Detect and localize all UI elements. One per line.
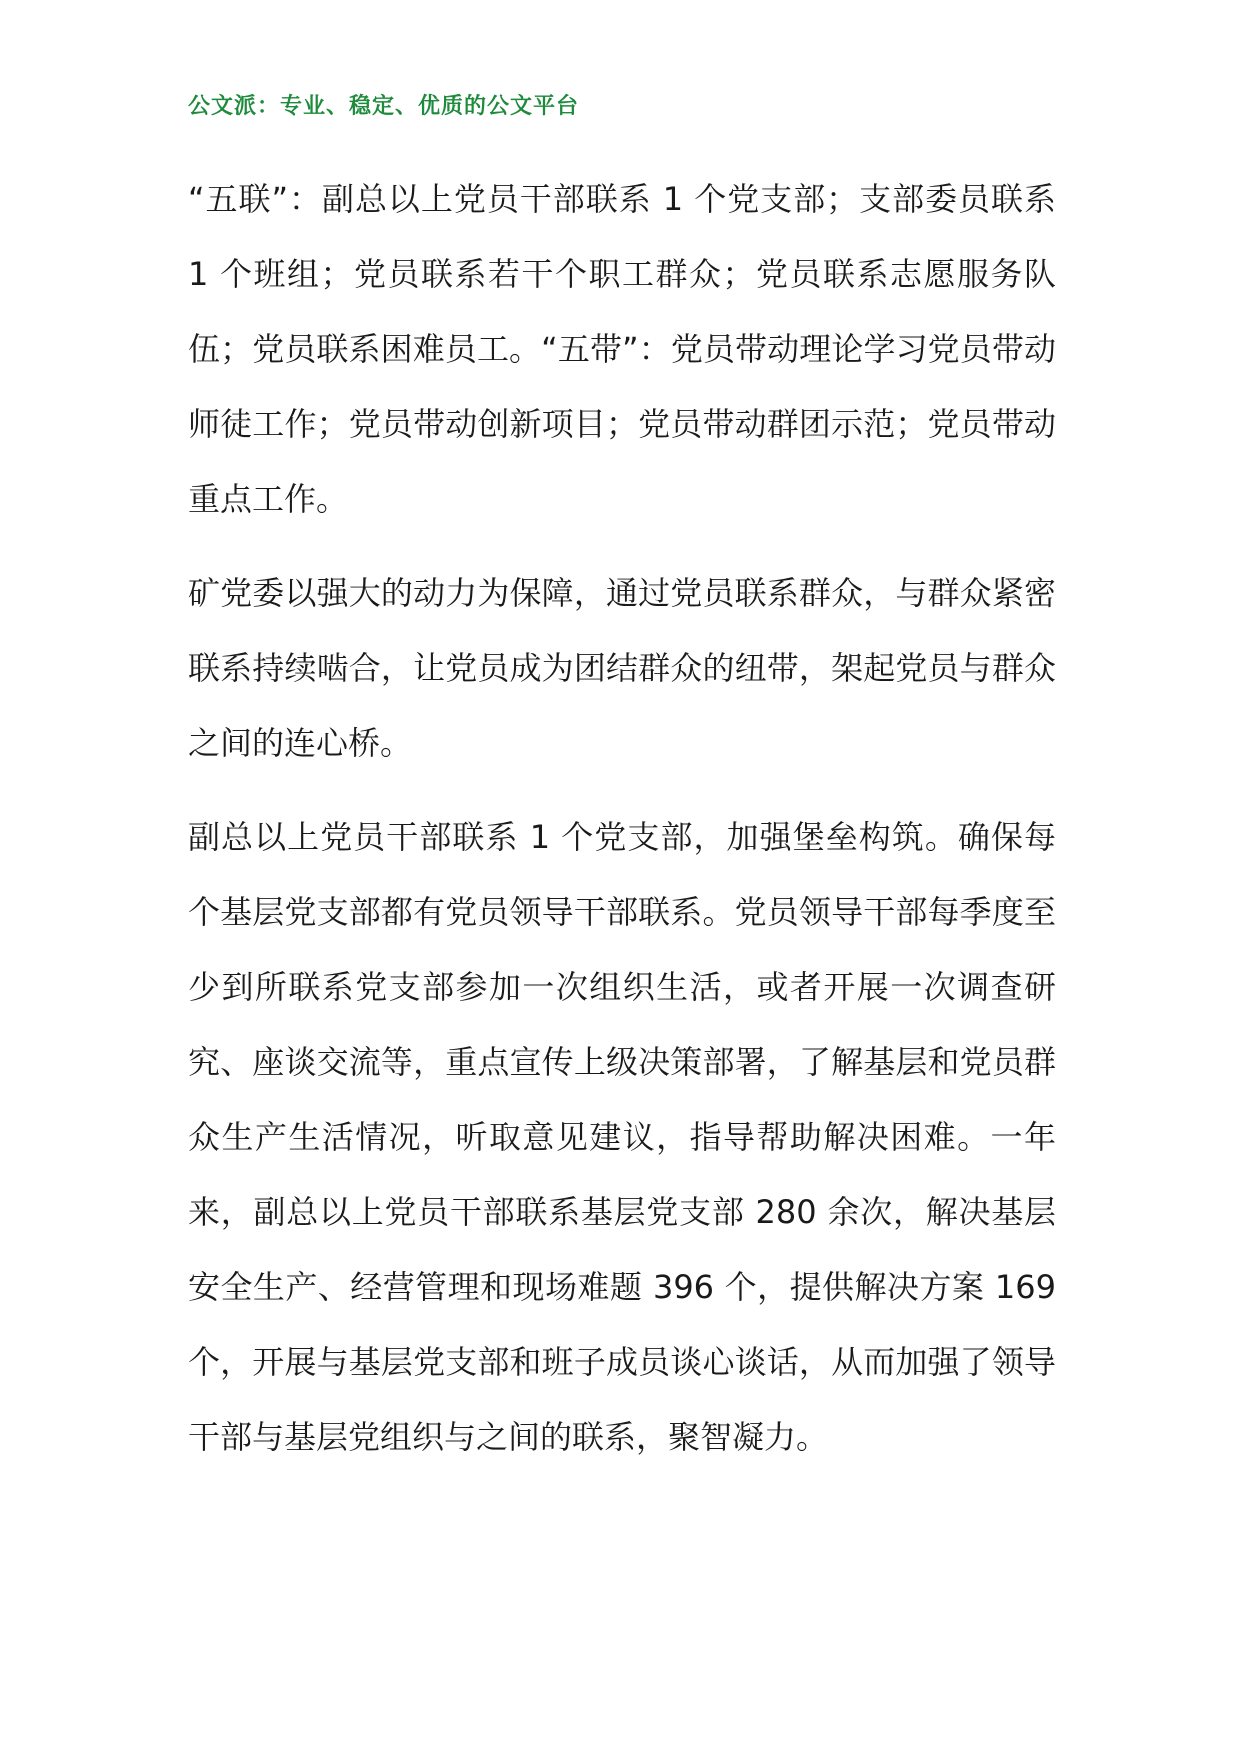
paragraph-leadership-contact: 副总以上党员干部联系 1 个党支部，加强堡垒构筑。确保每个基层党支部都有党员领导干部联系。党员领导干部每季度至少到所联系党支部参加一次组织生活，或者开展一次调查研究、座谈交流等，重点宣传上级决策部署，了解基层和党员群众生产生活情况，听取意见建议，指导帮助解决困难。一年来，副总以上党员干部联系基层党支部 280 余次，解决基层安全生产、经营管理和现场难题 396 个，提供解决方案 169 个，开展与基层党支部和班子成员谈心谈话，从而加强了领导干部与基层党组织与之间的联系，聚智凝力。 — [188, 818, 1056, 1456]
document-body — [188, 162, 1056, 1494]
site-header-text: 公文派：专业、稳定、优质的公文平台 — [188, 93, 580, 119]
paragraph-five-links: “五联”：副总以上党员干部联系 1 个党支部；支部委员联系 1 个班组；党员联系若干个职工群众；党员联系志愿服务队伍；党员联系困难员工。“五带”：党员带动理论学习党员带动师徒工作；党员带动创新项目；党员带动群团示范；党员带动重点工作。 — [188, 180, 1056, 518]
paragraph-party-committee: 矿党委以强大的动力为保障，通过党员联系群众，与群众紧密联系持续啮合，让党员成为团结群众的纽带，架起党员与群众之间的连心桥。 — [188, 574, 1056, 762]
